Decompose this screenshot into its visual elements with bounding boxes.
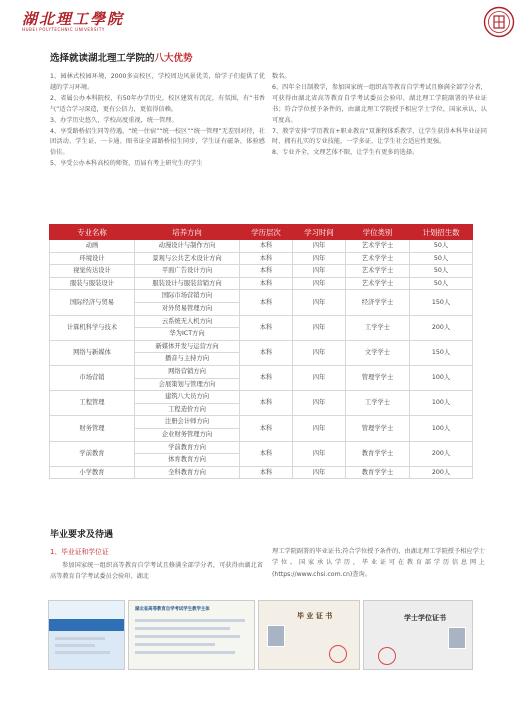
header-major: 专业名称: [50, 225, 135, 240]
content-line: [55, 651, 110, 654]
official-stamp-icon: [378, 647, 396, 665]
cell-quota: 200人: [410, 315, 473, 340]
cell-duration: 四年: [293, 240, 346, 253]
cell-quota: 100人: [410, 365, 473, 390]
table-row: [50, 315, 473, 328]
cell-quota: 100人: [410, 391, 473, 416]
table-row: [50, 365, 473, 378]
cell-direction: 企业财务管理方向: [135, 428, 240, 441]
advantages-title-highlight: 八大优势: [154, 53, 193, 64]
advantages-title-prefix: 选择就读湖北理工学院的: [50, 53, 155, 64]
certificate-images: [48, 600, 473, 668]
header-level: 学历层次: [240, 225, 293, 240]
cell-major: 国际经济与贸易: [50, 290, 135, 315]
cell-duration: 四年: [293, 277, 346, 290]
cell-degree: 文学学士: [346, 340, 410, 365]
cell-direction: 新媒体开发与运营方向: [135, 340, 240, 353]
advantages-title: [50, 50, 193, 64]
cell-direction: 会展策划与管理方向: [135, 378, 240, 391]
header-quota: 计划招生数: [410, 225, 473, 240]
cell-quota: 50人: [410, 277, 473, 290]
cell-degree: 教育学学士: [346, 441, 410, 466]
table-row: [50, 391, 473, 404]
cell-direction: 动漫设计与制作方向: [135, 240, 240, 253]
advantage-6: 6、四年全日制教学，参加国家统一组织高等教育自学考试且修满全部学分者，可获得由湖北省高等教育自学考试委员会验印、湖北理工学院副署的毕业证书；符合学位授予条件的，由湖北理工学院授予相应学士学位，国家承认，认可度高。: [272, 83, 487, 124]
cell-major: 小学教育: [50, 466, 135, 479]
advantage-7: 7、教学安排“学历教育+职业教育”双课程体系教学，让学生获得本科毕业证同时，拥有扎实的专业技能，一学多证，让学生社会适应性更强。: [272, 127, 487, 146]
cell-direction: 播音与主持方向: [135, 353, 240, 366]
cell-direction: 对外贸易管理方向: [135, 302, 240, 315]
content-line: [135, 651, 235, 654]
cell-degree: 管理学学士: [346, 416, 410, 441]
cell-quota: 50人: [410, 252, 473, 265]
cell-level: 本科: [240, 416, 293, 441]
table-row: [50, 240, 473, 253]
graduate-photo: [448, 627, 466, 649]
cell-quota: 50人: [410, 265, 473, 278]
advantages-left-column: [50, 72, 265, 170]
cell-duration: 四年: [293, 290, 346, 315]
advantage-5-cont: 数名。: [272, 73, 291, 80]
cell-direction: 云系统无人机方向: [135, 315, 240, 328]
cell-major: 服装与服装设计: [50, 277, 135, 290]
cell-direction: 学前教育方向: [135, 441, 240, 454]
cell-level: 本科: [240, 252, 293, 265]
cell-level: 本科: [240, 391, 293, 416]
cell-level: 本科: [240, 290, 293, 315]
cell-level: 本科: [240, 265, 293, 278]
cell-direction: 华为ICT方向: [135, 328, 240, 341]
cell-quota: 200人: [410, 441, 473, 466]
cell-quota: 150人: [410, 290, 473, 315]
cell-duration: 四年: [293, 441, 346, 466]
content-line: [135, 619, 245, 622]
cell-duration: 四年: [293, 416, 346, 441]
cell-level: 本科: [240, 315, 293, 340]
advantage-1: 1、园林式校园环境，2000多亩校区，学校周边风景优美，给学子们提供了优越的学习环境。: [50, 73, 265, 91]
graduation-subtitle: 1、毕业证和学位证: [50, 548, 109, 556]
content-line: [55, 644, 95, 647]
cell-degree: 艺术学学士: [346, 252, 410, 265]
graduation-text-right: 理工学院副署的毕业证书;符合学位授予条件的，由湖北理工学院授予相应学士学位。国家承认学历，毕业证可在教育部学历信息网上(https://www.chsi.com.cn)查询。: [272, 548, 485, 578]
cell-direction: 平面广告设计方向: [135, 265, 240, 278]
enrollment-plan-table: [49, 224, 473, 479]
exam-webpage-screenshot: [128, 600, 255, 670]
table-row: [50, 441, 473, 454]
cell-major: 网络与新媒体: [50, 340, 135, 365]
cell-direction: 注册会计师方向: [135, 416, 240, 429]
cell-major: 财务管理: [50, 416, 135, 441]
cell-quota: 100人: [410, 416, 473, 441]
cell-degree: 管理学学士: [346, 365, 410, 390]
cell-level: 本科: [240, 240, 293, 253]
cell-degree: 工学学士: [346, 391, 410, 416]
cell-degree: 艺术学学士: [346, 277, 410, 290]
degree-title: 学士学位证书: [404, 614, 446, 622]
table-row: [50, 277, 473, 290]
cell-duration: 四年: [293, 365, 346, 390]
cell-duration: 四年: [293, 252, 346, 265]
cell-duration: 四年: [293, 340, 346, 365]
advantage-3: 3、办学历史悠久，学校高度重视，统一管理。: [50, 116, 178, 124]
cell-direction: 国际市场营销方向: [135, 290, 240, 303]
cell-degree: 艺术学学士: [346, 265, 410, 278]
table-body: [50, 240, 473, 479]
diploma-title: 毕 业 证 书: [297, 612, 333, 620]
cell-degree: 艺术学学士: [346, 240, 410, 253]
content-line: [135, 627, 230, 630]
header-duration: 学习时间: [293, 225, 346, 240]
cell-duration: 四年: [293, 315, 346, 340]
cell-major: 环境设计: [50, 252, 135, 265]
university-logo: 湖北理工學院: [22, 10, 125, 28]
graduation-title: 毕业要求及待遇: [50, 530, 114, 540]
cell-level: 本科: [240, 277, 293, 290]
student-photo: [267, 625, 285, 647]
cell-direction: 全科教育方向: [135, 466, 240, 479]
cell-major: 学前教育: [50, 441, 135, 466]
cell-level: 本科: [240, 365, 293, 390]
cell-major: 市场营销: [50, 365, 135, 390]
cell-quota: 150人: [410, 340, 473, 365]
cell-quota: 200人: [410, 466, 473, 479]
university-logo-subtitle: HUBEI POLYTECHNIC UNIVERSITY: [22, 27, 105, 32]
cell-major: 视觉传达设计: [50, 265, 135, 278]
table-header-row: [50, 225, 473, 240]
cell-direction: 工程造价方向: [135, 403, 240, 416]
table-row: [50, 265, 473, 278]
cell-major: 计算机科学与技术: [50, 315, 135, 340]
table-row: [50, 416, 473, 429]
advantage-5: 5、享受公办本科高校的师资，历届有考上研究生的学生: [50, 160, 203, 168]
cell-direction: 网络营销方向: [135, 365, 240, 378]
content-line: [135, 643, 215, 646]
advantage-2: 2、省属公办本科院校，有50年办学历史，校区建筑有沉淀，有氛围，有“书香气”适合学习深造，更有公信力，更值得信赖。: [50, 94, 265, 113]
university-seal-icon: [483, 6, 515, 38]
cell-duration: 四年: [293, 466, 346, 479]
cell-direction: 服装设计与服装营销方向: [135, 277, 240, 290]
header-degree: 学位类别: [346, 225, 410, 240]
cell-duration: 四年: [293, 391, 346, 416]
content-line: [135, 635, 240, 638]
cell-duration: 四年: [293, 265, 346, 278]
cell-degree: 经济学学士: [346, 290, 410, 315]
cell-major: 动画: [50, 240, 135, 253]
advantages-right-column: [272, 72, 487, 159]
cell-degree: 工学学士: [346, 315, 410, 340]
cell-direction: 体育教育方向: [135, 454, 240, 467]
table-row: [50, 466, 473, 479]
header-direction: 培养方向: [135, 225, 240, 240]
cell-level: 本科: [240, 441, 293, 466]
advantage-4: 4、享受路桥招生同等待遇，“统一住宿”“统一校区”“统一管理”无差别对待，社团活动、学生证、一卡通、图书证全部路桥招生同步，学生证有磁条，体验感倍佳。: [50, 127, 265, 157]
exam-webpage-title: 湖北省高等教育自学考试学生教学主体: [135, 607, 210, 612]
graduation-text-left: 参加国家统一组织高等教育自学考试且修满全部学分者，可获得由湖北省高等教育自学考试委员会验印、湖北: [50, 562, 263, 581]
cell-direction: 建筑八大员方向: [135, 391, 240, 404]
cell-level: 本科: [240, 466, 293, 479]
content-line: [55, 637, 105, 640]
table-row: [50, 252, 473, 265]
diploma-image: [258, 600, 360, 670]
degree-certificate-image: [363, 600, 473, 670]
table-row: [50, 340, 473, 353]
cell-level: 本科: [240, 340, 293, 365]
cell-quota: 50人: [410, 240, 473, 253]
table-row: [50, 290, 473, 303]
page-header: [0, 0, 522, 40]
advantage-8: 8、专业齐全，文理艺体不限，让学生有更多的选择。: [272, 149, 419, 157]
cell-direction: 景观与公共艺术设计方向: [135, 252, 240, 265]
cell-major: 工程管理: [50, 391, 135, 416]
chsi-website-screenshot: [48, 600, 125, 670]
cell-degree: 教育学学士: [346, 466, 410, 479]
official-stamp-icon: [329, 645, 347, 663]
